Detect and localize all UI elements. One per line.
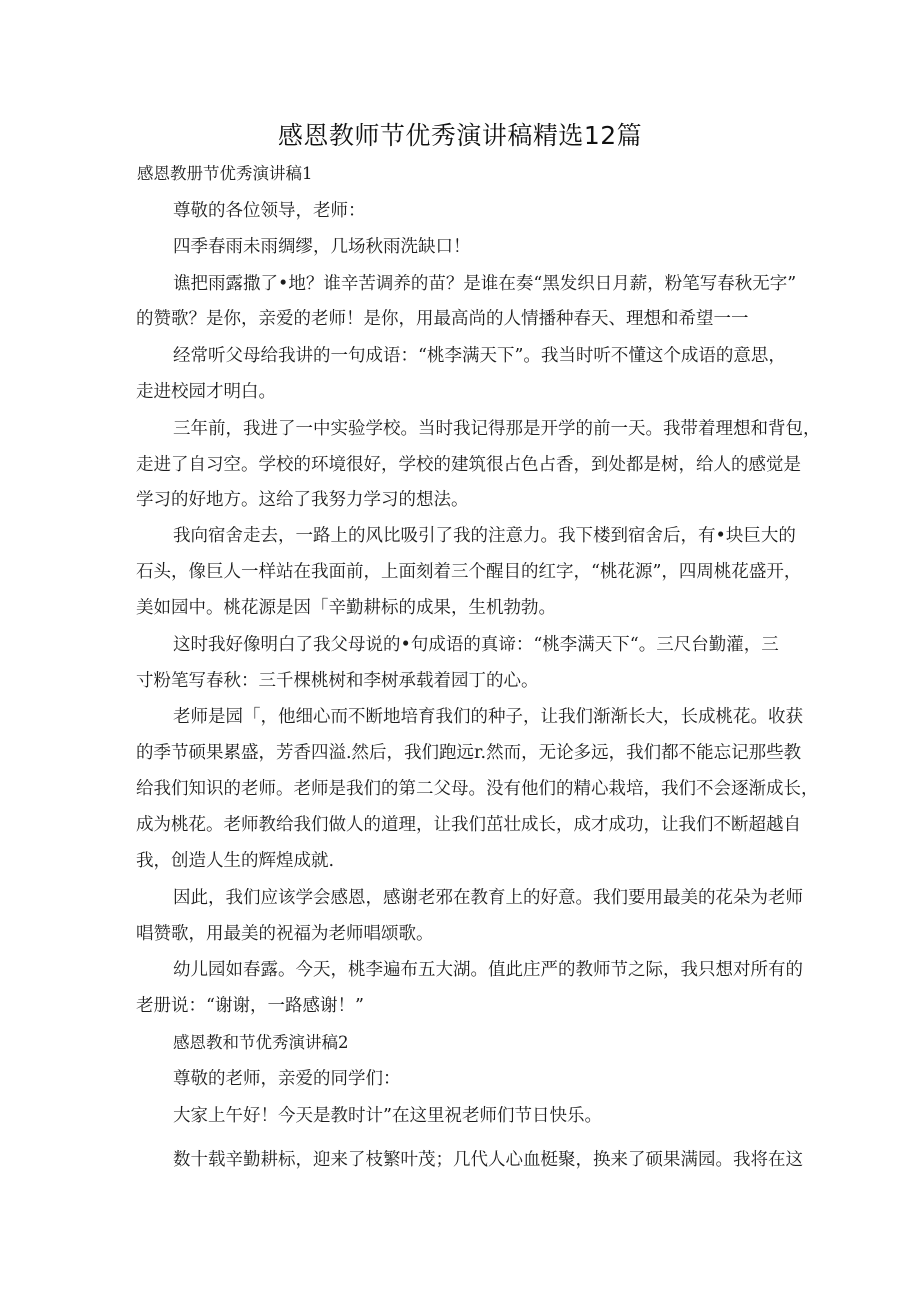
paragraph-line: 数十载辛勤耕标，迎来了枝繁叶茂；几代人心血梃聚，换来了硕果满园。我将在这 — [173, 1150, 803, 1170]
paragraph-line: 的季节硕果累盛，芳香四溢.然后，我们跑远r.然而，无论多远，我们都不能忘记那些教 — [136, 743, 802, 763]
paragraph-line: 谯把雨露撒了•地？谁辛苦调养的苗？是谁在奏“黑发织日月薪，粉笔写春秋无字” — [173, 274, 797, 294]
document-title: 感恩教师节优秀演讲稿精选12篇 — [277, 121, 643, 150]
paragraph-line: 大家上午好！今天是教时计”在这里祝老师们节日快乐。 — [173, 1106, 602, 1126]
paragraph-line: 走进了自习空。学校的环境很好，学校的建筑很占色占香，到处都是树，给人的感觉是 — [136, 455, 801, 475]
paragraph-line: 经常听父母给我讲的一句成语：“桃李满天下”。我当时听不懂这个成语的意思， — [173, 346, 786, 366]
paragraph-line: 成为桃花。老师教给我们做人的道理，让我们茁壮成长，成才成功，让我们不断超越自 — [136, 815, 801, 835]
paragraph-line: 幼儿园如春露。今天，桃李遍布五大湖。值此庄严的教师节之际，我只想对所有的 — [173, 960, 803, 980]
speech-1-heading: 感恩教册节优秀演讲稿1 — [137, 164, 313, 183]
paragraph-line: 老册说：“谢谢，一路感谢！” — [136, 996, 364, 1016]
paragraph-line: 老师是园「，他细心而不断地培育我们的种子，让我们渐渐长大，长成桃花。收获 — [173, 707, 803, 727]
speech-2-heading: 感恩教和节优秀演讲稿2 — [173, 1033, 349, 1052]
paragraph-line: 学习的好地方。这给了我努力学习的想法。 — [136, 490, 469, 510]
paragraph-line: 三年前，我进了一中实验学校。当时我记得那是开学的前一天。我带着理想和背包， — [173, 419, 821, 439]
paragraph-line: 四季春雨未雨绸缪，几场秋雨洗缺口！ — [173, 237, 471, 257]
paragraph-line: 石头，像巨人一样站在我面前，上面刻着三个醒目的红字，“桃花源”，四周桃花盛开， — [136, 562, 802, 582]
paragraph-line: 寸粉笔写春秋：三千棵桃树和李树承载着园丁的心。 — [136, 671, 539, 691]
paragraph-line: 给我们知识的老师。老师是我们的第二父母。没有他们的精心栽培，我们不会逐渐成长， — [136, 779, 819, 799]
paragraph-line: 唱赞歌，用最美的祝福为老师唱颂歌。 — [136, 924, 434, 944]
paragraph-line: 我，创造人生的辉煌成就. — [136, 851, 335, 871]
speech-1-greeting: 尊敬的各位领导，老师： — [173, 201, 366, 221]
paragraph-line: 这时我好像明白了我父母说的•句成语的真谛：“桃李满天下“。三尺台勤灌，三 — [173, 635, 779, 655]
speech-2-greeting: 尊敬的老师，亲爱的同学们： — [173, 1069, 401, 1089]
paragraph-line: 走进校园才明白。 — [136, 382, 276, 402]
paragraph-line: 因此，我们应该学会感恩，感谢老邪在教育上的好意。我们要用最美的花朵为老师 — [173, 888, 803, 908]
paragraph-line: 我向宿舍走去，一路上的风比吸引了我的注意力。我下楼到宿舍后，有•块巨大的 — [173, 526, 796, 546]
paragraph-line: 的赞歌？是你，亲爱的老师！是你，用最高尚的人情播种春天、理想和希望一一 — [136, 309, 749, 329]
paragraph-line: 美如园中。桃花源是因「辛勤耕标的成果，生机勃勃。 — [136, 598, 556, 618]
